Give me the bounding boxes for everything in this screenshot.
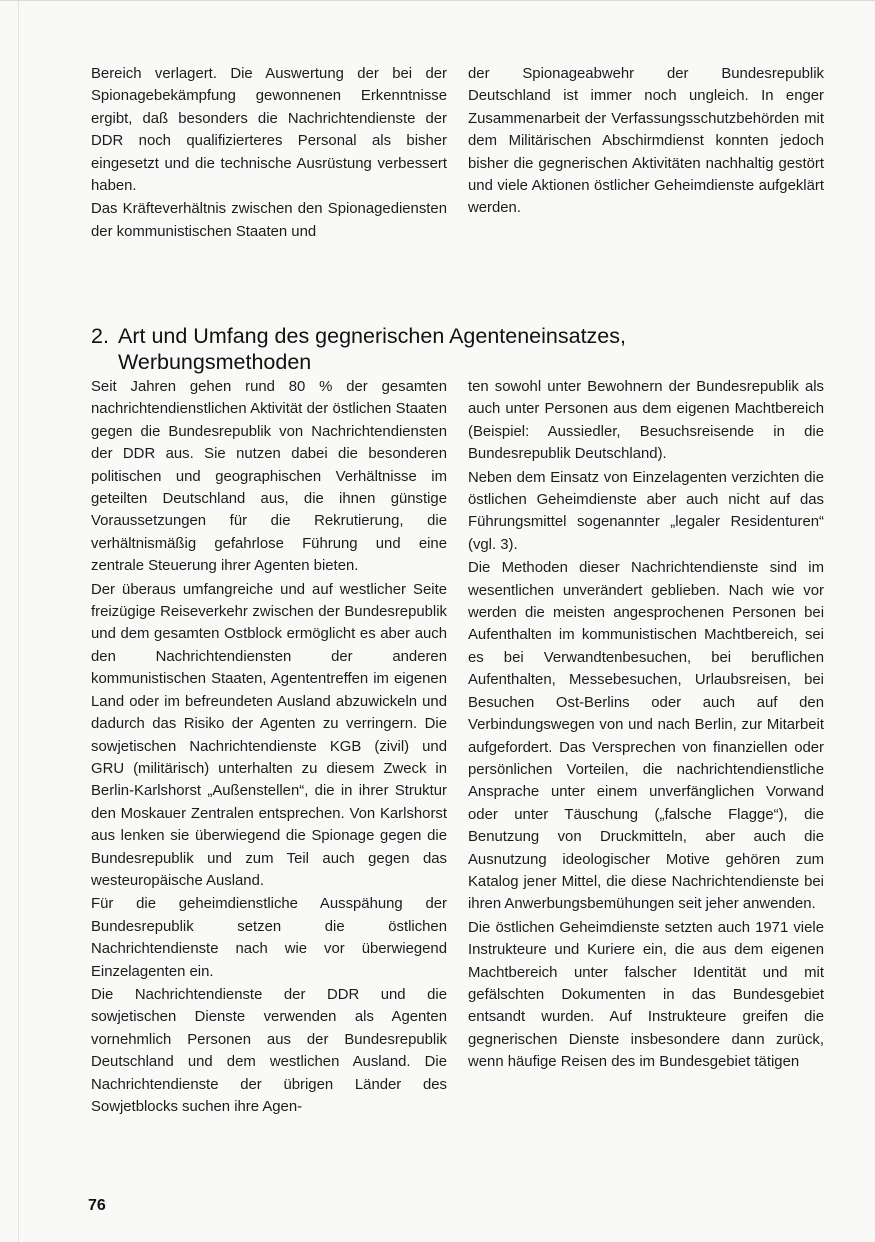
section-number: 2.	[91, 323, 109, 348]
page-number: 76	[88, 1197, 106, 1214]
top-right-column	[468, 63, 824, 220]
paragraph: Die Methoden dieser Nachrichtendienste sind im wesentlichen unverändert geblieben. Nach wie vor werden die meisten angesprochenen Personen bei Aufenthalten im kommunistischen Machtbereich, sei es bei Verwandtenbesuchen, bei beruflichen Aufenthalten, Messebesuchen, Urlaubsreisen, bei Besuchen Ost-Berlins oder auch auf den Verbindungswegen von und nach Berlin, zur Mitarbeit aufgefordert. Das Versprechen von finanziellen oder persönlichen Vorteilen, die nachrichtendienstliche Ansprache unter einem unverfänglichen Vorwand oder unter Täuschung („falsche Flagge“), die Benutzung von Druckmitteln, aber auch die Ausnutzung ideologischer Motive gehören zum Katalog jener Mittel, die diese Nachrichtendienste bei ihren Anwerbungsbemühungen seit jeher anwenden.	[468, 560, 824, 913]
top-left-column	[91, 63, 447, 243]
paragraph: ten sowohl unter Bewohnern der Bundesrepublik als auch unter Personen aus dem eigenen Machtbereich (Beispiel: Aussiedler, Besuchsreisende in die Bundesrepublik Deutschland).	[468, 379, 824, 463]
paragraph: Der überaus umfangreiche und auf westlicher Seite freizügige Reiseverkehr zwischen der Bundesrepublik und dem gesamten Ostblock ermöglicht es aber auch den Nachrichtendiensten der anderen kommunistischen Staaten, Agententreffen im eigenen Land oder im befreundeten Ausland abzuwickeln und dadurch das Risiko der Agenten zu verringern. Die sowjetischen Nachrichtendienste KGB (zivil) und GRU (militärisch) unterhalten zu diesem Zweck in Berlin-Karlshorst „Außenstellen“, die in ihrer Struktur den Moskauer Zentralen entsprechen. Von Karlshorst aus lenken sie überwiegend die Spionage gegen die Bundesrepublik und zum Teil auch gegen das westeuropäische Ausland.	[91, 581, 447, 889]
page-edge-divider	[18, 1, 19, 1242]
section-heading	[91, 323, 811, 375]
section-title-line-2: Werbungsmethoden	[118, 349, 312, 374]
paragraph: der Spionageabwehr der Bundesrepublik Deutschland ist immer noch ungleich. In enger Zusammenarbeit der Verfassungsschutzbehörden mit dem Militärischen Abschirmdienst konnten jedoch bisher die gegnerischen Aktivitäten nachhaltig gestört und viele Aktionen östlicher Geheimdienste aufgeklärt werden.	[468, 66, 824, 217]
section-title-line-1: Art und Umfang des gegnerischen Agenteneinsatzes,	[118, 323, 626, 348]
paragraph: Das Kräfteverhältnis zwischen den Spionagediensten der kommunistischen Staaten und	[91, 201, 447, 240]
paragraph: Für die geheimdienstliche Ausspähung der Bundesrepublik setzen die östlichen Nachrichtendienste nach wie vor überwiegend Einzelagenten ein.	[91, 896, 447, 980]
paragraph: Die Nachrichtendienste der DDR und die sowjetischen Dienste verwenden als Agenten vornehmlich Personen aus der Bundesrepublik Deutschland und dem westlichen Ausland. Die Nachrichtendienste der übrigen Länder des Sowjetblocks suchen ihre Agen-	[91, 986, 447, 1115]
paragraph: Bereich verlagert. Die Auswertung der bei der Spionagebekämpfung gewonnenen Erkenntnisse ergibt, daß besonders die Nachrichtendienste der DDR noch qualifizierteres Personal als bisher eingesetzt und die technische Ausrüstung verbessert haben.	[91, 66, 447, 195]
paragraph: Neben dem Einsatz von Einzelagenten verzichten die östlichen Geheimdienste aber auch nicht auf das Führungsmittel sogenannter „legaler Residenturen“ (vgl. 3).	[468, 469, 824, 553]
main-right-column	[468, 376, 824, 1074]
paragraph: Die östlichen Geheimdienste setzten auch 1971 viele Instrukteure und Kuriere ein, die aus dem eigenen Machtbereich unter falscher Identität und mit gefälschten Dokumenten in das Bundesgebiet entsandt wurden. Auf Instrukteure greifen die gegnerischen Dienste insbesondere dann zurück, wenn häufige Reisen des im Bundesgebiet tätigen	[468, 919, 824, 1071]
main-left-column	[91, 376, 447, 1118]
paragraph: Seit Jahren gehen rund 80 % der gesamten nachrichtendienstlichen Aktivität der östlichen Staaten gegen die Bundesrepublik von Nachrichtendiensten der DDR aus. Sie nutzen dabei die besonderen politischen und geographischen Verhältnisse im geteilten Deutschland aus, die ihnen günstige Voraussetzungen für die Rekrutierung, die verhältnismäßig gefahrlose Führung und eine zentrale Steuerung ihrer Agenten bieten.	[91, 379, 447, 575]
